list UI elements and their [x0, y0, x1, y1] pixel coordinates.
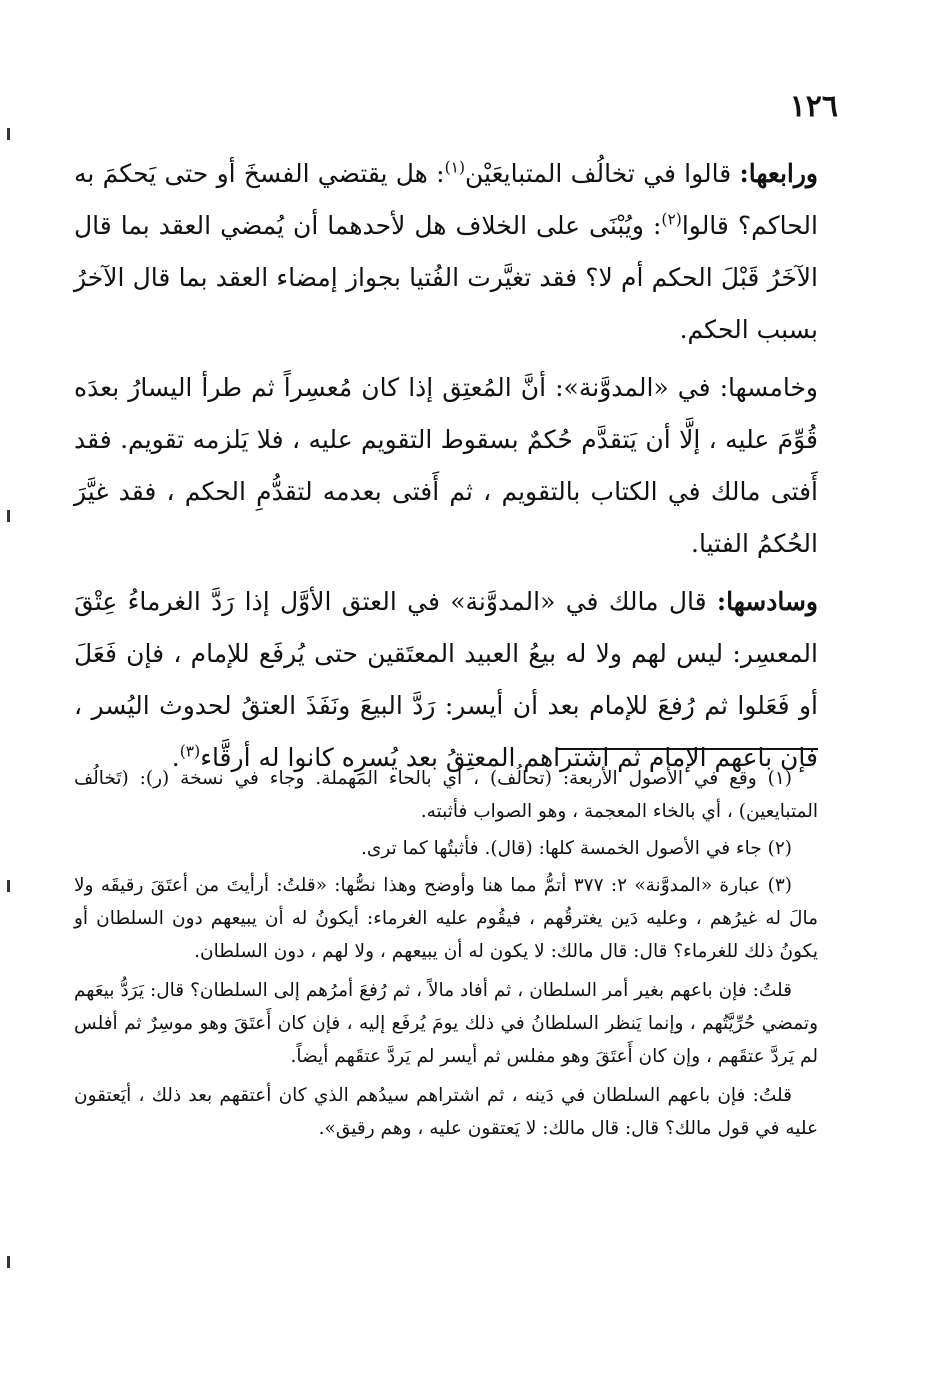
margin-mark — [7, 1256, 10, 1268]
footnote-ref: (١) — [444, 158, 466, 177]
footnote-separator — [556, 748, 818, 750]
footnote-3-quote-2: قلتُ: فإن باعهم السلطان في دَينه ، ثم اشتراهم سيدُهم الذي كان أعتقهم بعد ذلك ، أيَعتقون عليه في قول مالك؟ قال: قال مالك: لا يَعتقون عليه ، وهم رقيق». — [74, 1085, 818, 1139]
paragraph-fifth: وخامسها: في «المدوَّنة»: أنَّ المُعتِق إذا كان مُعسِراً ثم طرأ اليسارُ بعدَه قُوِّمَ عليه ، إلَّا أن يَتقدَّم حُكمٌ بسقوط التقويم عليه ، فلا يَلزمه تقويم. فقد أَفتى مالك في الكتاب بالتقويم ، ثم أَفتى بعدمه لتقدُّمِ الحكم ، فقد غيَّرَ الحُكمُ الفتيا. — [74, 373, 818, 558]
margin-mark — [7, 128, 10, 140]
paragraph-label: وسادسها: — [716, 587, 818, 616]
footnote-1: (١) وقع في الأصول الأربعة: (تحالُف) ، أي بالحاء المهملة. وجاء في نسخة (ر): (تَخالُف المتبايعين) ، أي بالخاء المعجمة ، وهو الصواب فأثبته. — [74, 768, 818, 822]
margin-mark — [7, 510, 10, 522]
paragraph-sixth — [74, 576, 818, 784]
paragraph-label: ورابعها: — [739, 159, 818, 188]
paragraph-text: : ويُبْنَى على الخلاف هل لأحدهما أن يُمضي العقد بما قال الآخَرُ قَبْلَ الحكم أم لا؟ فقد تغيَّرت الفُتيا بجواز إمضاء العقد بما قال الآخرُ بسبب الحكم. — [74, 211, 818, 344]
footnote-ref: (٢) — [661, 210, 682, 229]
footnote-ref: (٣) — [179, 742, 201, 761]
paragraph-fourth — [74, 148, 818, 356]
page-number: ١٢٦ — [789, 89, 838, 124]
paragraph-text: قال مالك في «المدوَّنة» في العتق الأوَّل إذا رَدَّ الغرماءُ عِتْقَ المعسِر: ليس لهم ولا له بيعُ العبيد المعتَقين حتى يُرفَع للإمام ، فإن فَعَلَ أو فَعَلوا ثم رُفعَ للإمام بعد أن أيسر: رَدَّ البيعَ ونَفَذَ العتقُ لحدوث اليُسر ، فإن باعهم الإمام ثم اشتراهم المعتِقُ بعد يُسرِه كانوا له أرقَّاء — [74, 587, 818, 772]
main-text — [74, 148, 818, 790]
margin-mark — [7, 880, 10, 892]
footnote-3-quote-1: قلتُ: فإن باعهم بغير أمر السلطان ، ثم أفاد مالاً ، ثم رُفعَ أمرُهم إلى السلطان؟ قال: يَرَدُّ بيعَهم وتمضي حُرِّيَّتُهم ، وإنما يَنظر السلطانُ في ذلك يومَ يُرفَع إليه ، فإن كان أَعتَقَ وهو موسِرٌ ثم أفلس لم يَردَّ عتقَهم ، وإن كان أَعتَقَ وهو مفلس ثم أيسر لم يَردَّ عتقَهم أيضاً. — [74, 980, 819, 1067]
paragraph-text: قالوا في تخالُف المتبايعَيْن — [465, 159, 740, 188]
footnote-2: (٢) جاء في الأصول الخمسة كلها: (قال). فأثبتُها كما ترى. — [361, 838, 792, 859]
paragraph-text: . — [171, 743, 180, 772]
footnotes — [74, 762, 818, 1149]
footnote-3: (٣) عبارة «المدوَّنة» ٢: ٣٧٧ أتمُّ مما هنا وأوضح وهذا نصُّها: «قلتُ: أرأيتَ من أعتَقَ رقيقَه ولا مالَ له غيرُهم ، وعليه دَين يغترقُهم ، فيقُوم عليه الغرماء: أيكونُ له أن يبيعهم دون السلطان أو يكونُ ذلك للغرماء؟ قال: قال مالك: لا يكون له أن يبيعهم ، ولا لهم ، دون السلطان. — [74, 875, 818, 962]
paragraph-text: : هل يقتضي الفسخَ أو حتى يَحكمَ به الحاكم؟ قالوا — [74, 159, 818, 240]
